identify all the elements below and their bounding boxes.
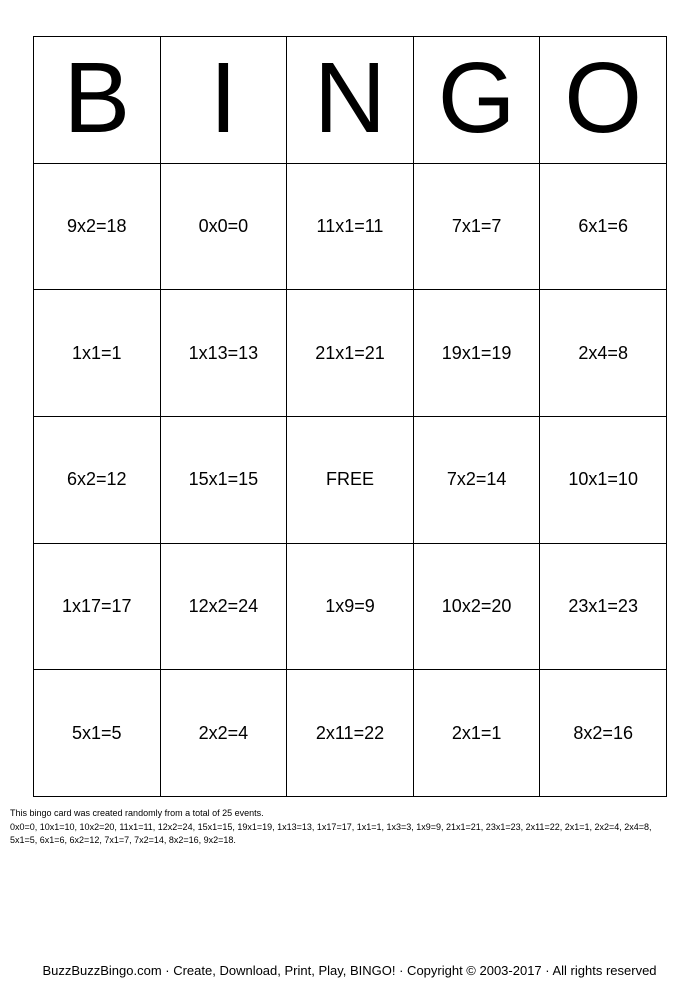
header-letter-n: N [287, 37, 414, 164]
note-summary: This bingo card was created randomly from a total of 25 events. [10, 808, 264, 818]
bingo-cell: 10x2=20 [414, 544, 541, 671]
bingo-cell: 0x0=0 [161, 164, 288, 291]
bingo-cell: 7x1=7 [414, 164, 541, 291]
bingo-cell: 9x2=18 [34, 164, 161, 291]
bingo-cell: 5x1=5 [34, 670, 161, 797]
header-letter-i: I [161, 37, 288, 164]
bingo-cell: 23x1=23 [540, 544, 667, 671]
free-space-cell: FREE [287, 417, 414, 544]
bingo-cell: 19x1=19 [414, 290, 541, 417]
bingo-cell: 15x1=15 [161, 417, 288, 544]
event-list-line-2: 5x1=5, 6x1=6, 6x2=12, 7x1=7, 7x2=14, 8x2=16, 9x2=18. [10, 835, 236, 845]
bingo-cell: 7x2=14 [414, 417, 541, 544]
bingo-cell: 10x1=10 [540, 417, 667, 544]
bingo-cell: 2x4=8 [540, 290, 667, 417]
bingo-cell: 1x13=13 [161, 290, 288, 417]
bingo-cell: 6x2=12 [34, 417, 161, 544]
bingo-cell: 2x2=4 [161, 670, 288, 797]
bingo-cell: 1x1=1 [34, 290, 161, 417]
bingo-cell: 1x9=9 [287, 544, 414, 671]
copyright-footer: BuzzBuzzBingo.com · Create, Download, Print, Play, BINGO! · Copyright © 2003-2017 · All rights reserved [42, 963, 657, 978]
card-notes [10, 807, 690, 848]
bingo-card [33, 36, 667, 797]
bingo-cell: 6x1=6 [540, 164, 667, 291]
bingo-cell: 2x11=22 [287, 670, 414, 797]
bingo-cell: 11x1=11 [287, 164, 414, 291]
header-letter-b: B [34, 37, 161, 164]
bingo-cell: 8x2=16 [540, 670, 667, 797]
event-list-line-1: 0x0=0, 10x1=10, 10x2=20, 11x1=11, 12x2=24, 15x1=15, 19x1=19, 1x13=13, 1x17=17, 1x1=1, 1x3=3, 1x9=9, 21x1=21, 23x1=23, 2x11=22, 2x1=1, 2x2=4, 2x4=8, [10, 821, 652, 832]
bingo-cell: 1x17=17 [34, 544, 161, 671]
header-letter-o: O [540, 37, 667, 164]
bingo-cell: 12x2=24 [161, 544, 288, 671]
bingo-cell: 21x1=21 [287, 290, 414, 417]
header-letter-g: G [414, 37, 541, 164]
bingo-cell: 2x1=1 [414, 670, 541, 797]
